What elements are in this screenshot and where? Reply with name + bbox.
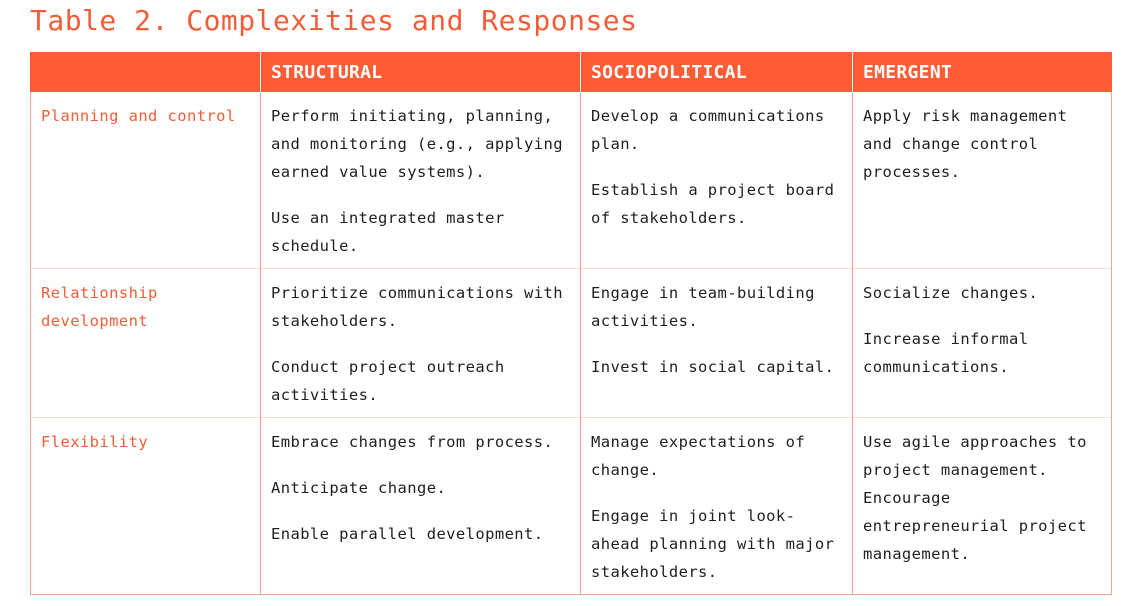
table-title: Table 2. Complexities and Responses (30, 4, 638, 37)
cell-structural (261, 92, 581, 269)
cell-text: Use an integrated master schedule. (271, 209, 505, 255)
cell-text: Establish a project board of stakeholders. (591, 181, 835, 227)
header-structural: STRUCTURAL (261, 52, 581, 92)
cell-text: Engage in team-building activities. (591, 284, 815, 330)
cell-text: Embrace changes from process. (271, 433, 554, 451)
header-emergent: EMERGENT (853, 52, 1112, 92)
cell-sociopolitical (581, 92, 853, 269)
cell-text: Invest in social capital. (591, 358, 835, 376)
table-row (31, 92, 1112, 269)
cell-text: Manage expectations of change. (591, 433, 806, 479)
cell-emergent (853, 418, 1112, 595)
header-sociopolitical: SOCIOPOLITICAL (581, 52, 853, 92)
cell-sociopolitical (581, 269, 853, 418)
complexities-table (30, 52, 1112, 595)
cell-text: Conduct project outreach activities. (271, 358, 505, 404)
cell-structural (261, 418, 581, 595)
cell-text: Encourage entrepreneurial project management. (863, 489, 1087, 563)
cell-text: Use agile approaches to project management. (863, 433, 1087, 479)
cell-sociopolitical (581, 418, 853, 595)
header-empty (31, 52, 261, 92)
cell-emergent (853, 92, 1112, 269)
header-row (31, 52, 1112, 92)
cell-text: Socialize changes. (863, 284, 1039, 302)
row-label: Relationship development (31, 269, 261, 418)
cell-structural (261, 269, 581, 418)
cell-text: Enable parallel development. (271, 525, 544, 543)
cell-text: Apply risk management and change control processes. (863, 107, 1068, 181)
row-label: Flexibility (31, 418, 261, 595)
table-row (31, 269, 1112, 418)
cell-text: Anticipate change. (271, 479, 447, 497)
cell-text: Perform initiating, planning, and monitoring (e.g., applying earned value systems). (271, 107, 563, 181)
cell-text: Prioritize communications with stakeholders. (271, 284, 563, 330)
cell-text: Develop a communications plan. (591, 107, 825, 153)
cell-text: Engage in joint look-ahead planning with major stakeholders. (591, 507, 835, 581)
row-label: Planning and control (31, 92, 261, 269)
table-row (31, 418, 1112, 595)
cell-emergent (853, 269, 1112, 418)
cell-text: Increase informal communications. (863, 330, 1029, 376)
